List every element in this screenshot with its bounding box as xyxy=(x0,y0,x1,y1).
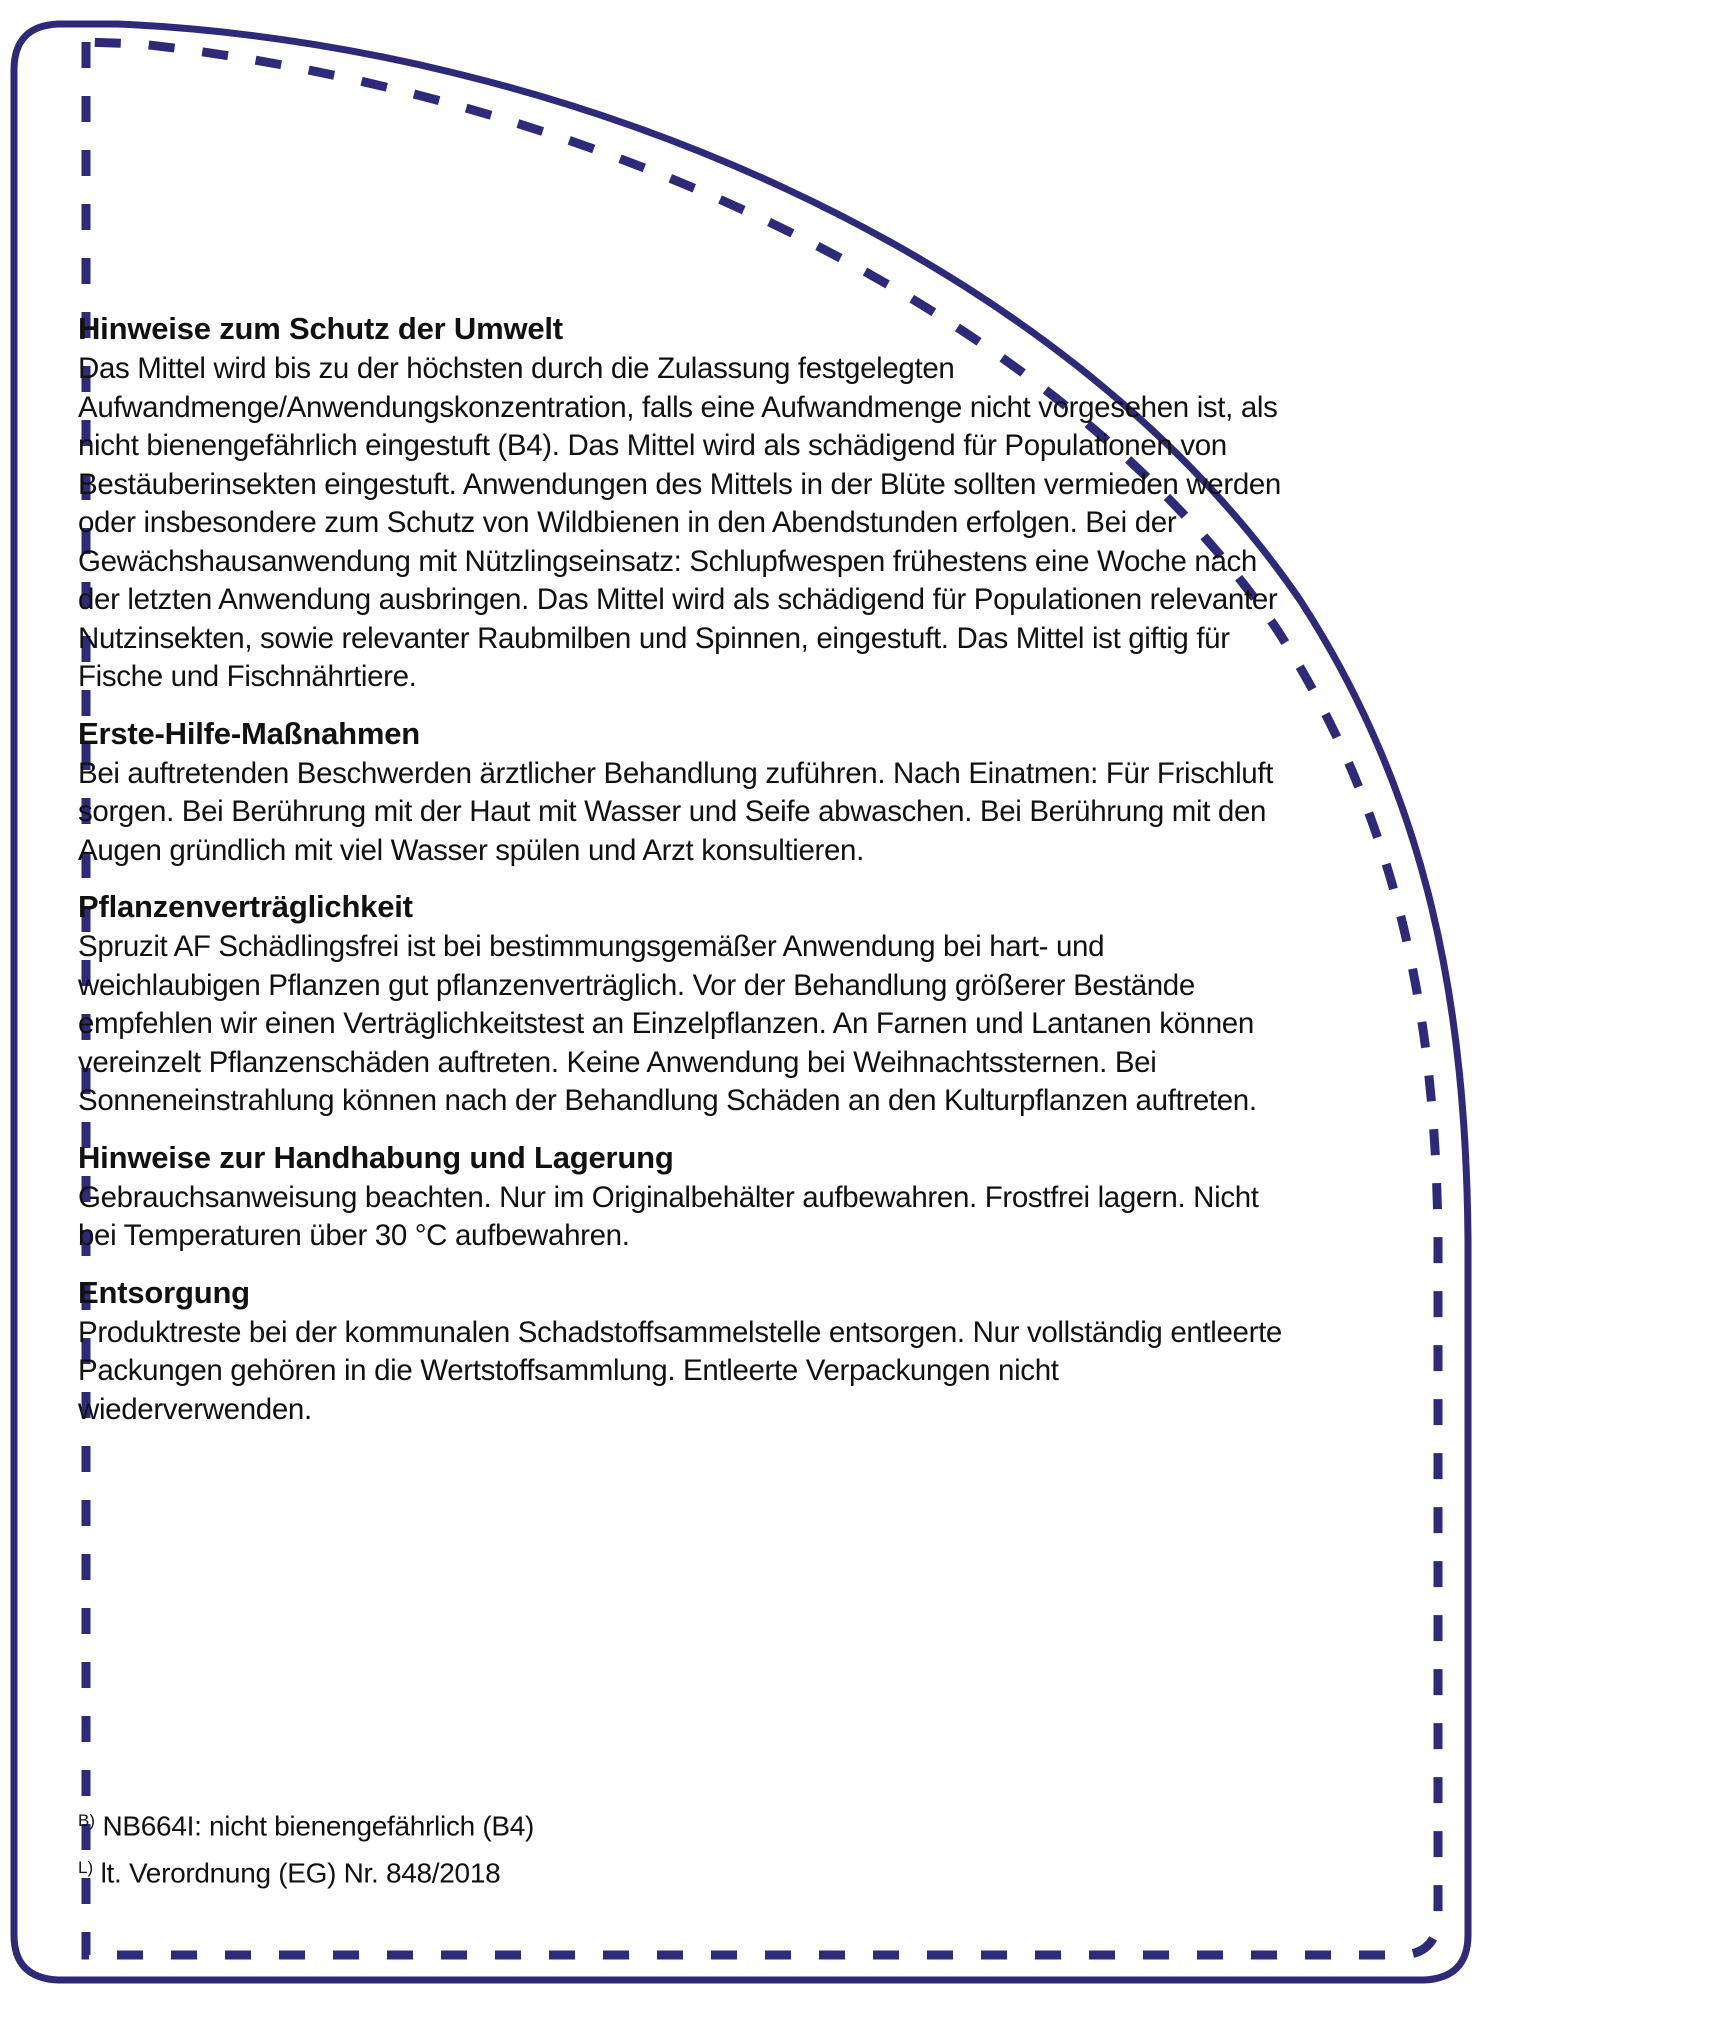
footnote-item xyxy=(78,1800,1178,1847)
section-body: Bei auftretenden Beschwerden ärztlicher Behandlung zuführen. Nach Einatmen: Für Frischluft sorgen. Bei Berührung mit der Haut mit Wasser und Seife abwaschen. Bei Berührung mit den Augen gründlich mit viel Wasser spülen und Arzt konsultieren. xyxy=(78,756,1274,867)
section-body: Gebrauchsanweisung beachten. Nur im Originalbehälter aufbewahren. Frostfrei lagern. Nicht bei Temperaturen über 30 °C aufbewahren. xyxy=(78,1180,1259,1252)
section-heading: Erste-Hilfe-Maßnahmen xyxy=(78,715,421,751)
section-heading: Pflanzenverträglichkeit xyxy=(78,889,413,924)
section-pflanzenvertraeglichkeit xyxy=(78,888,1293,1121)
footnote-marker: L) xyxy=(78,1858,94,1878)
section-handhabung-lagerung xyxy=(78,1139,1293,1256)
section-heading: Hinweise zur Handhabung und Lagerung xyxy=(78,1139,674,1175)
label-text-content xyxy=(78,310,1293,1447)
section-body: Das Mittel wird bis zu der höchsten durch die Zulassung festgelegten Aufwandmenge/Anwendungskonzentration, falls eine Aufwandmenge nicht vorgesehen ist, als nicht bienengefährlich eingestuft (B4). Das Mittel wird als schädigend für Populationen von Bestäuberinsekten eingestuft. Anwendungen des Mittels in der Blüte sollten vermieden werden oder insbesondere zum Schutz von Wildbienen in den Abendstunden erfolgen. Bei der Gewächshausanwendung mit Nützlingseinsatz: Schlupfwespen frühestens eine Woche nach der letzten Anwendung ausbringen. Das Mittel wird als schädigend für Populationen relevanter Nutzinsekten, sowie relevanter Raubmilben und Spinnen, eingestuft. Das Mittel ist giftig für Fische und Fischnährtiere. xyxy=(78,352,1281,693)
footnote-marker: B) xyxy=(78,1811,95,1830)
footnote-text: NB664I: nicht bienengefährlich (B4) xyxy=(102,1810,535,1842)
footnote-text: lt. Verordnung (EG) Nr. 848/2018 xyxy=(100,1857,501,1889)
footnote-list xyxy=(78,1800,1178,1895)
section-entsorgung xyxy=(78,1274,1293,1430)
section-heading: Entsorgung xyxy=(78,1274,250,1310)
section-erste-hilfe xyxy=(78,715,1293,871)
footnote-item xyxy=(78,1847,1178,1894)
section-heading: Hinweise zum Schutz der Umwelt xyxy=(78,311,563,346)
section-umwelt xyxy=(78,310,1293,697)
section-body: Produktreste bei der kommunalen Schadstoffsammelstelle entsorgen. Nur vollständig entleerte Packungen gehören in die Wertstoffsammlung. Entleerte Verpackungen nicht wiederverwenden. xyxy=(78,1315,1282,1426)
section-body: Spruzit AF Schädlingsfrei ist bei bestimmungsgemäßer Anwendung bei hart- und weichlaubigen Pflanzen gut pflanzenverträglich. Vor der Behandlung größerer Bestände empfehlen wir einen Verträglichkeitstest an Einzelpflanzen. An Farnen und Lantanen können vereinzelt Pflanzenschäden auftreten. Keine Anwendung bei Weihnachtssternen. Bei Sonneneinstrahlung können nach der Behandlung Schäden an den Kulturpflanzen auftreten. xyxy=(78,930,1257,1117)
